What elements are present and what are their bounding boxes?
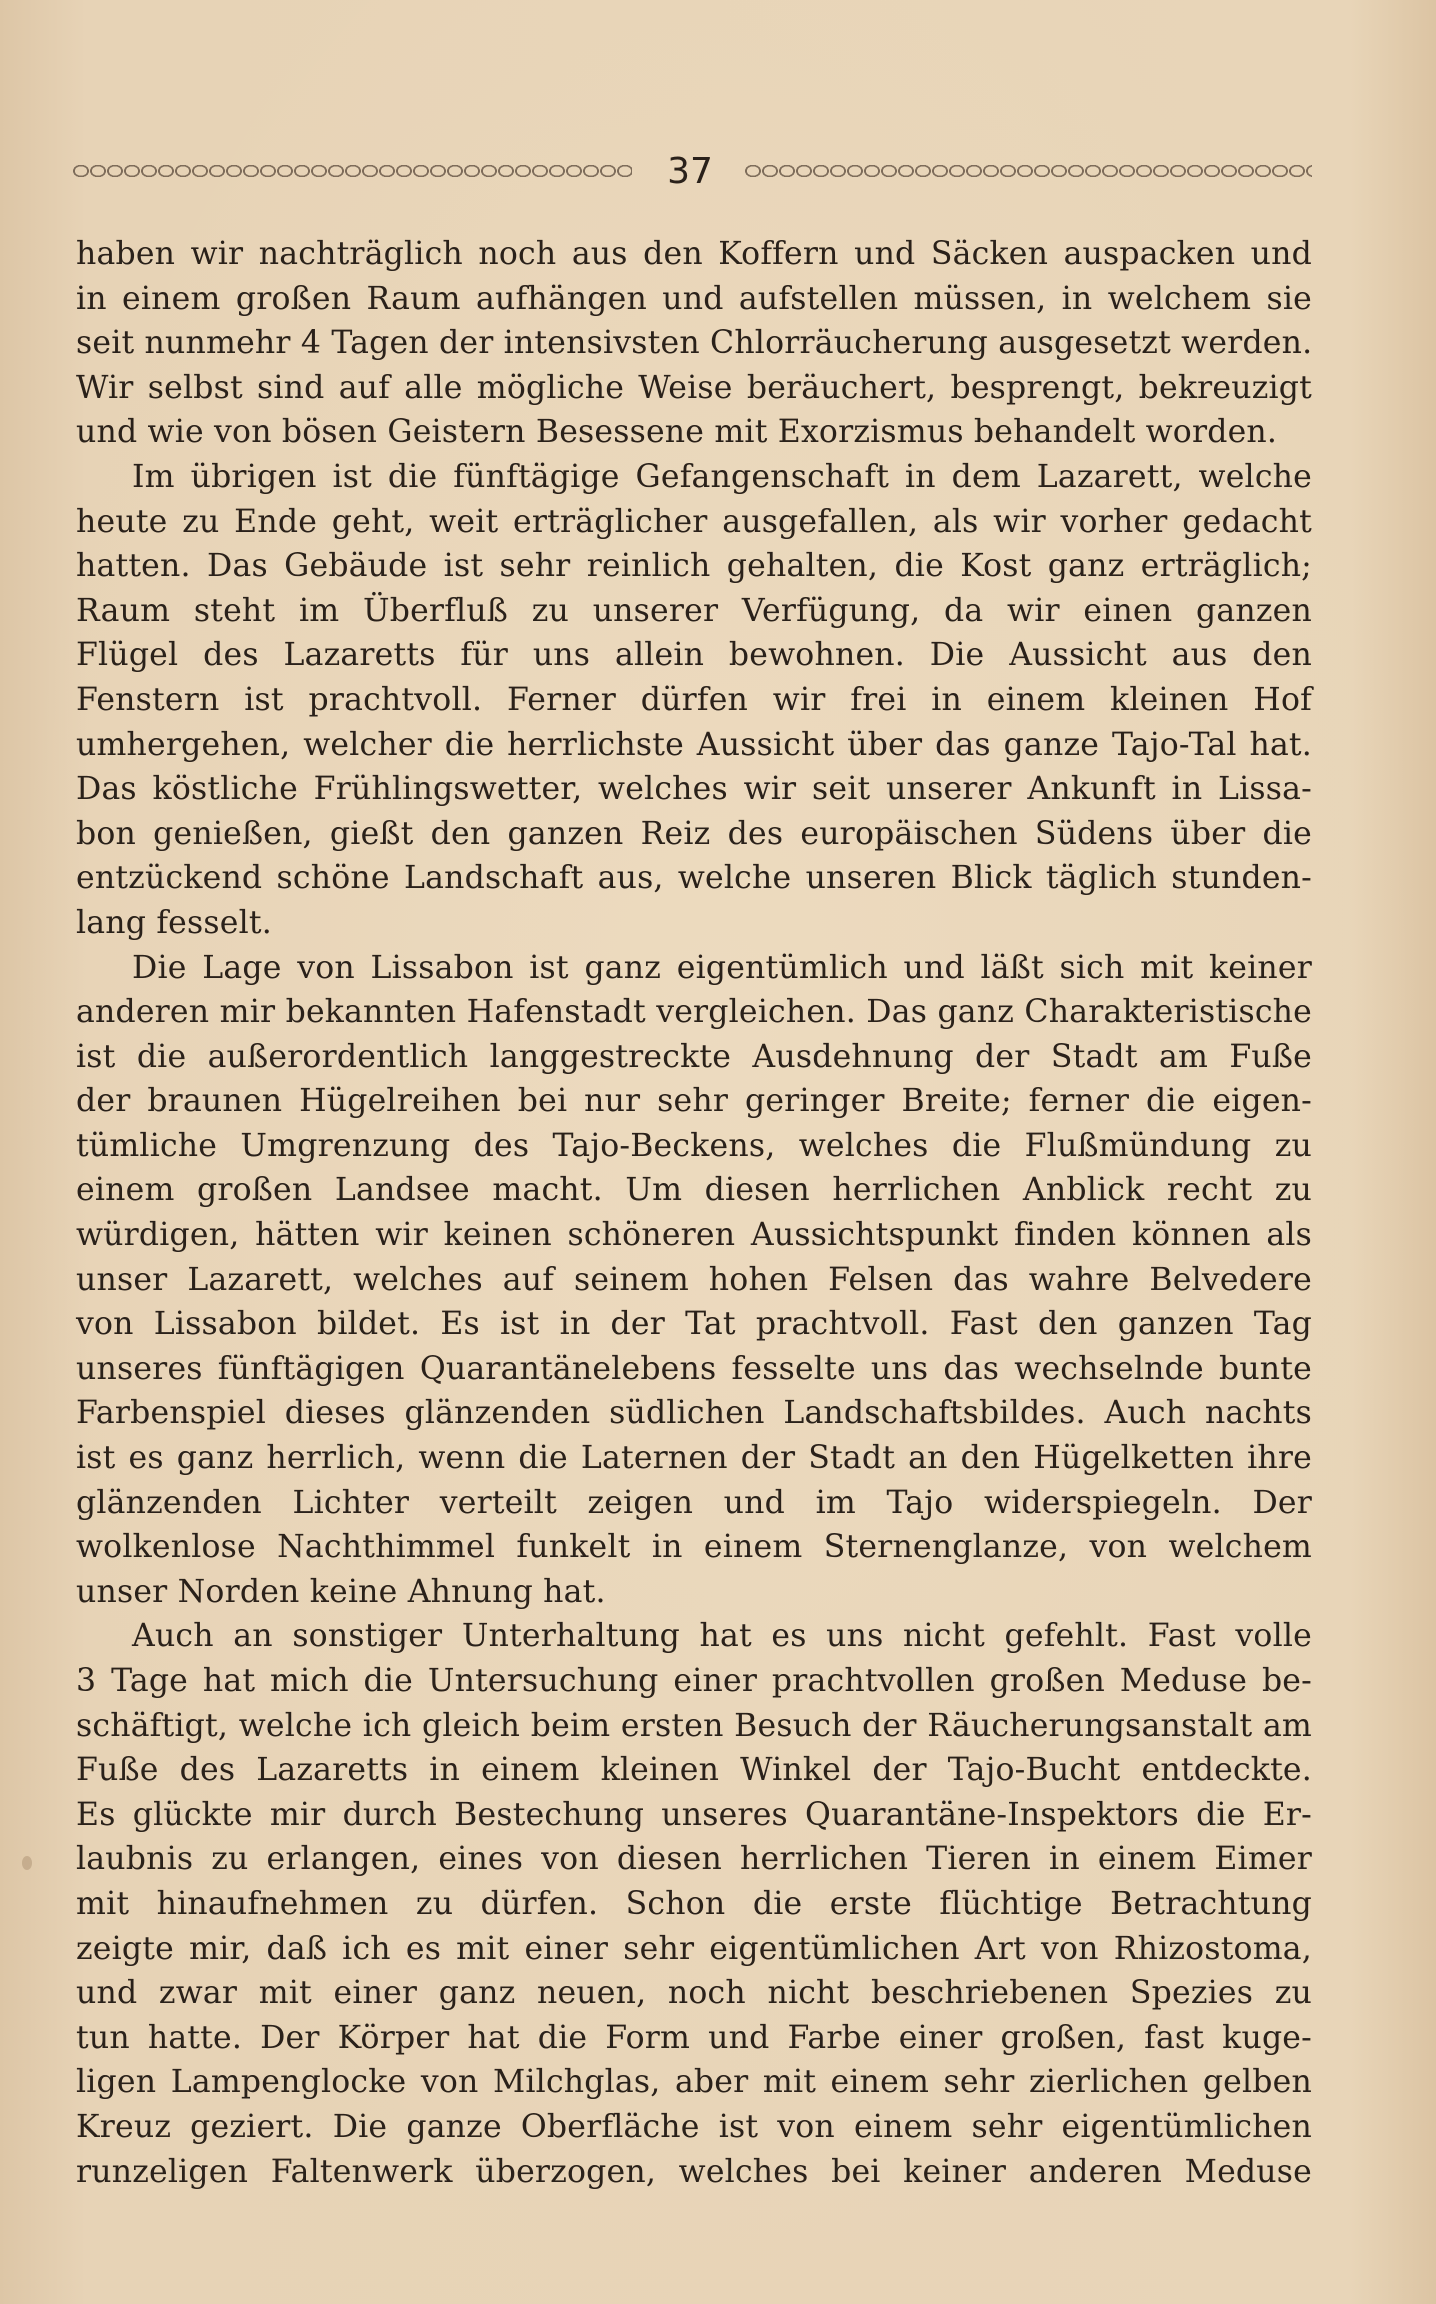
text-line: würdigen, hätten wir keinen schöneren Aussichtspunkt finden können als <box>76 1217 1312 1254</box>
text-line: ligen Lampenglocke von Milchglas, aber mit einem sehr zierlichen gelben <box>76 2064 1312 2101</box>
text-line: und wie von bösen Geistern Besessene mit Exorzismus behandelt worden. <box>76 414 1278 451</box>
text-line: seit nunmehr 4 Tagen der intensivsten Chlorräucherung ausgesetzt werden. <box>76 325 1313 362</box>
text-line: hatten. Das Gebäude ist sehr reinlich gehalten, die Kost ganz erträglich; <box>76 548 1312 585</box>
text-line: und zwar mit einer ganz neuen, noch nicht beschriebenen Spezies zu <box>76 1975 1312 2012</box>
text-line: haben wir nachträglich noch aus den Koffern und Säcken auspacken und <box>76 236 1312 272</box>
text-line: wolkenlose Nachthimmel funkelt in einem Sternenglanze, von welchem <box>76 1529 1312 1566</box>
text-line: Raum steht im Überfluß zu unserer Verfügung, da wir einen ganzen <box>76 592 1312 629</box>
text-line: Fuße des Lazaretts in einem kleinen Winkel der Tajo-Bucht entdeckte. <box>76 1752 1312 1789</box>
text-line: Farbenspiel dieses glänzenden südlichen Landschaftsbildes. Auch nachts <box>76 1395 1312 1432</box>
text-line: lang fesselt. <box>76 904 272 941</box>
text-line: Das köstliche Frühlingswetter, welches wir seit unserer Ankunft in Lissa- <box>76 771 1312 808</box>
text-line: von Lissabon bildet. Es ist in der Tat prachtvoll. Fast den ganzen Tag <box>76 1306 1312 1343</box>
text-line: Fenstern ist prachtvoll. Ferner dürfen wir frei in einem kleinen Hof <box>76 681 1312 718</box>
paper-stain <box>22 1856 32 1870</box>
text-line: bon genießen, gießt den ganzen Reiz des europäischen Südens über die <box>76 815 1312 852</box>
text-line: unser Lazarett, welches auf seinem hohen Felsen das wahre Belvedere <box>76 1261 1312 1298</box>
text-line: heute zu Ende geht, weit erträglicher ausgefallen, als wir vorher gedacht <box>76 503 1312 540</box>
text-line: Es glückte mir durch Bestechung unseres Quarantäne-Inspektors die Er- <box>76 1796 1312 1833</box>
text-line: Wir selbst sind auf alle mögliche Weise beräuchert, besprengt, bekreuzigt <box>76 369 1312 406</box>
text-line: Flügel des Lazaretts für uns allein bewohnen. Die Aussicht aus den <box>76 637 1312 674</box>
text-line: laubnis zu erlangen, eines von diesen herrlichen Tieren in einem Eimer <box>76 1841 1312 1878</box>
text-line: ist es ganz herrlich, wenn die Laternen der Stadt an den Hügelketten ihre <box>76 1440 1312 1477</box>
text-line: der braunen Hügelreihen bei nur sehr geringer Breite; ferner die eigen- <box>76 1083 1312 1120</box>
text-line: umhergehen, welcher die herrlichste Aussicht über das ganze Tajo-Tal hat. <box>76 726 1312 763</box>
text-line: mit hinaufnehmen zu dürfen. Schon die erste flüchtige Betrachtung <box>76 1885 1312 1922</box>
text-line: ist die außerordentlich langgestreckte Ausdehnung der Stadt am Fuße <box>76 1038 1312 1075</box>
body-text <box>76 232 1312 2194</box>
header-ornament-left <box>72 158 632 184</box>
text-line: Die Lage von Lissabon ist ganz eigentümlich und läßt sich mit keiner <box>132 949 1312 986</box>
text-line: tümliche Umgrenzung des Tajo-Beckens, welches die Flußmündung zu <box>76 1127 1312 1164</box>
text-line: glänzenden Lichter verteilt zeigen und im Tajo widerspiegeln. Der <box>76 1484 1312 1521</box>
text-line: Auch an sonstiger Unterhaltung hat es uns nicht gefehlt. Fast volle <box>132 1618 1312 1655</box>
text-line: entzückend schöne Landschaft aus, welche unseren Blick täglich stunden- <box>76 860 1312 897</box>
text-line: 3 Tage hat mich die Untersuchung einer prachtvollen großen Meduse be- <box>76 1663 1312 1699</box>
page-number: 37 <box>667 151 713 192</box>
text-line: einem großen Landsee macht. Um diesen herrlichen Anblick recht zu <box>76 1172 1312 1209</box>
text-line: anderen mir bekannten Hafenstadt vergleichen. Das ganz Charakteristische <box>76 994 1312 1031</box>
header-ornament-right <box>744 158 1312 184</box>
text-line: Im übrigen ist die fünftägige Gefangenschaft in dem Lazarett, welche <box>132 458 1312 495</box>
text-line: zeigte mir, daß ich es mit einer sehr eigentümlichen Art von Rhizostoma, <box>76 1930 1312 1967</box>
text-line: runzeligen Faltenwerk überzogen, welches bei keiner anderen Meduse <box>76 2153 1312 2190</box>
text-line: unseres fünftägigen Quarantänelebens fesselte uns das wechselnde bunte <box>76 1350 1312 1387</box>
text-line: unser Norden keine Ahnung hat. <box>76 1573 606 1610</box>
text-line: tun hatte. Der Körper hat die Form und Farbe einer großen, fast kuge- <box>76 2019 1312 2056</box>
text-line: Kreuz geziert. Die ganze Oberfläche ist von einem sehr eigentümlichen <box>76 2108 1312 2145</box>
page-header <box>72 148 1312 196</box>
text-line: in einem großen Raum aufhängen und aufstellen müssen, in welchem sie <box>76 280 1312 317</box>
text-line: schäftigt, welche ich gleich beim ersten Besuch der Räucherungsanstalt am <box>76 1707 1312 1744</box>
